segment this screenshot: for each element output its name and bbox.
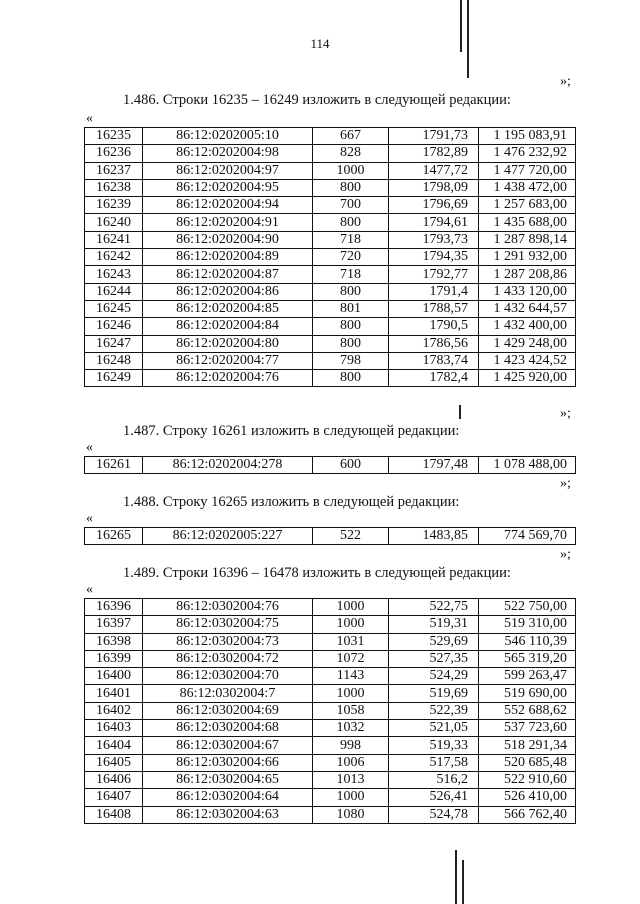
section-heading: 1.487. Строку 16261 изложить в следующей редакции: bbox=[123, 423, 460, 439]
area-cell: 1000 bbox=[313, 616, 389, 633]
table-row bbox=[85, 650, 576, 667]
cadastral-number-cell: 86:12:0202004:77 bbox=[143, 352, 313, 369]
section-heading: 1.488. Строку 16265 изложить в следующей редакции: bbox=[123, 494, 460, 510]
row-number-cell: 16408 bbox=[85, 806, 143, 823]
total-value-cell: 1 432 644,57 bbox=[479, 300, 576, 317]
total-value-cell: 537 723,60 bbox=[479, 720, 576, 737]
area-cell: 718 bbox=[313, 266, 389, 283]
row-number-cell: 16236 bbox=[85, 145, 143, 162]
table-row bbox=[85, 737, 576, 754]
cadastral-number-cell: 86:12:0202004:84 bbox=[143, 318, 313, 335]
cadastral-number-cell: 86:12:0202004:90 bbox=[143, 231, 313, 248]
row-number-cell: 16239 bbox=[85, 197, 143, 214]
cadastral-number-cell: 86:12:0202005:10 bbox=[143, 128, 313, 145]
total-value-cell: 774 569,70 bbox=[479, 528, 576, 545]
data-table bbox=[84, 598, 576, 824]
total-value-cell: 518 291,34 bbox=[479, 737, 576, 754]
total-value-cell: 519 690,00 bbox=[479, 685, 576, 702]
cadastral-number-cell: 86:12:0202004:94 bbox=[143, 197, 313, 214]
total-value-cell: 1 287 208,86 bbox=[479, 266, 576, 283]
cadastral-number-cell: 86:12:0302004:68 bbox=[143, 720, 313, 737]
row-number-cell: 16407 bbox=[85, 789, 143, 806]
table-row bbox=[85, 771, 576, 788]
row-number-cell: 16404 bbox=[85, 737, 143, 754]
row-number-cell: 16398 bbox=[85, 633, 143, 650]
cadastral-number-cell: 86:12:0302004:66 bbox=[143, 754, 313, 771]
total-value-cell: 522 750,00 bbox=[479, 599, 576, 616]
row-number-cell: 16245 bbox=[85, 300, 143, 317]
price-cell: 521,05 bbox=[389, 720, 479, 737]
price-cell: 519,69 bbox=[389, 685, 479, 702]
total-value-cell: 522 910,60 bbox=[479, 771, 576, 788]
scan-binder-mark-bottom-2 bbox=[462, 860, 464, 904]
cadastral-number-cell: 86:12:0302004:65 bbox=[143, 771, 313, 788]
close-quote: »; bbox=[560, 476, 571, 491]
row-number-cell: 16397 bbox=[85, 616, 143, 633]
price-cell: 1794,61 bbox=[389, 214, 479, 231]
area-cell: 700 bbox=[313, 197, 389, 214]
table-row bbox=[85, 457, 576, 474]
section-heading: 1.486. Строки 16235 – 16249 изложить в следующей редакции: bbox=[123, 92, 511, 108]
area-cell: 1006 bbox=[313, 754, 389, 771]
row-number-cell: 16240 bbox=[85, 214, 143, 231]
total-value-cell: 1 476 232,92 bbox=[479, 145, 576, 162]
price-cell: 516,2 bbox=[389, 771, 479, 788]
price-cell: 1796,69 bbox=[389, 197, 479, 214]
total-value-cell: 599 263,47 bbox=[479, 668, 576, 685]
price-cell: 527,35 bbox=[389, 650, 479, 667]
price-cell: 1783,74 bbox=[389, 352, 479, 369]
table-row bbox=[85, 266, 576, 283]
table-row bbox=[85, 249, 576, 266]
price-cell: 1483,85 bbox=[389, 528, 479, 545]
price-cell: 1782,89 bbox=[389, 145, 479, 162]
total-value-cell: 1 423 424,52 bbox=[479, 352, 576, 369]
area-cell: 800 bbox=[313, 214, 389, 231]
section-heading: 1.489. Строки 16396 – 16478 изложить в следующей редакции: bbox=[123, 565, 511, 581]
price-cell: 522,75 bbox=[389, 599, 479, 616]
total-value-cell: 1 291 932,00 bbox=[479, 249, 576, 266]
total-value-cell: 1 425 920,00 bbox=[479, 370, 576, 387]
table-row bbox=[85, 633, 576, 650]
price-cell: 519,33 bbox=[389, 737, 479, 754]
area-cell: 522 bbox=[313, 528, 389, 545]
price-cell: 1794,35 bbox=[389, 249, 479, 266]
cadastral-number-cell: 86:12:0202004:91 bbox=[143, 214, 313, 231]
cadastral-number-cell: 86:12:0202004:98 bbox=[143, 145, 313, 162]
table-row bbox=[85, 128, 576, 145]
cadastral-number-cell: 86:12:0202005:227 bbox=[143, 528, 313, 545]
cadastral-number-cell: 86:12:0302004:70 bbox=[143, 668, 313, 685]
area-cell: 1031 bbox=[313, 633, 389, 650]
area-cell: 828 bbox=[313, 145, 389, 162]
price-cell: 1788,57 bbox=[389, 300, 479, 317]
price-cell: 1797,48 bbox=[389, 457, 479, 474]
area-cell: 600 bbox=[313, 457, 389, 474]
cadastral-number-cell: 86:12:0202004:85 bbox=[143, 300, 313, 317]
area-cell: 1000 bbox=[313, 599, 389, 616]
area-cell: 998 bbox=[313, 737, 389, 754]
cadastral-number-cell: 86:12:0302004:63 bbox=[143, 806, 313, 823]
row-number-cell: 16265 bbox=[85, 528, 143, 545]
cadastral-number-cell: 86:12:0202004:80 bbox=[143, 335, 313, 352]
scan-binder-mark-bottom bbox=[455, 850, 457, 904]
area-cell: 1072 bbox=[313, 650, 389, 667]
row-number-cell: 16247 bbox=[85, 335, 143, 352]
open-quote: « bbox=[86, 440, 93, 455]
data-table bbox=[84, 527, 576, 545]
area-cell: 667 bbox=[313, 128, 389, 145]
row-number-cell: 16242 bbox=[85, 249, 143, 266]
table-row bbox=[85, 352, 576, 369]
row-number-cell: 16244 bbox=[85, 283, 143, 300]
row-number-cell: 16400 bbox=[85, 668, 143, 685]
row-number-cell: 16261 bbox=[85, 457, 143, 474]
price-cell: 1791,73 bbox=[389, 128, 479, 145]
total-value-cell: 1 078 488,00 bbox=[479, 457, 576, 474]
close-quote: »; bbox=[560, 74, 571, 89]
table-row bbox=[85, 702, 576, 719]
scan-binder-mark-mid bbox=[459, 405, 461, 419]
price-cell: 1782,4 bbox=[389, 370, 479, 387]
row-number-cell: 16403 bbox=[85, 720, 143, 737]
close-quote: »; bbox=[560, 547, 571, 562]
area-cell: 800 bbox=[313, 318, 389, 335]
table-row bbox=[85, 685, 576, 702]
table-row bbox=[85, 300, 576, 317]
table-row bbox=[85, 231, 576, 248]
price-cell: 524,78 bbox=[389, 806, 479, 823]
area-cell: 798 bbox=[313, 352, 389, 369]
open-quote: « bbox=[86, 582, 93, 597]
price-cell: 529,69 bbox=[389, 633, 479, 650]
area-cell: 800 bbox=[313, 179, 389, 196]
price-cell: 1477,72 bbox=[389, 162, 479, 179]
price-cell: 522,39 bbox=[389, 702, 479, 719]
table-row bbox=[85, 370, 576, 387]
row-number-cell: 16243 bbox=[85, 266, 143, 283]
data-table bbox=[84, 456, 576, 474]
table-row bbox=[85, 789, 576, 806]
area-cell: 718 bbox=[313, 231, 389, 248]
table-row bbox=[85, 283, 576, 300]
table-row bbox=[85, 197, 576, 214]
table-row bbox=[85, 754, 576, 771]
row-number-cell: 16238 bbox=[85, 179, 143, 196]
page-number: 114 bbox=[310, 36, 330, 51]
total-value-cell: 526 410,00 bbox=[479, 789, 576, 806]
area-cell: 1000 bbox=[313, 789, 389, 806]
row-number-cell: 16405 bbox=[85, 754, 143, 771]
close-quote: »; bbox=[560, 406, 571, 421]
table-row bbox=[85, 528, 576, 545]
area-cell: 720 bbox=[313, 249, 389, 266]
price-cell: 526,41 bbox=[389, 789, 479, 806]
price-cell: 517,58 bbox=[389, 754, 479, 771]
cadastral-number-cell: 86:12:0302004:69 bbox=[143, 702, 313, 719]
table-row bbox=[85, 318, 576, 335]
cadastral-number-cell: 86:12:0302004:64 bbox=[143, 789, 313, 806]
cadastral-number-cell: 86:12:0202004:87 bbox=[143, 266, 313, 283]
area-cell: 1000 bbox=[313, 685, 389, 702]
total-value-cell: 519 310,00 bbox=[479, 616, 576, 633]
row-number-cell: 16401 bbox=[85, 685, 143, 702]
total-value-cell: 1 287 898,14 bbox=[479, 231, 576, 248]
price-cell: 1792,77 bbox=[389, 266, 479, 283]
area-cell: 800 bbox=[313, 335, 389, 352]
cadastral-number-cell: 86:12:0302004:7 bbox=[143, 685, 313, 702]
total-value-cell: 1 433 120,00 bbox=[479, 283, 576, 300]
cadastral-number-cell: 86:12:0202004:95 bbox=[143, 179, 313, 196]
price-cell: 1798,09 bbox=[389, 179, 479, 196]
area-cell: 800 bbox=[313, 370, 389, 387]
area-cell: 1058 bbox=[313, 702, 389, 719]
cadastral-number-cell: 86:12:0202004:278 bbox=[143, 457, 313, 474]
table-row bbox=[85, 806, 576, 823]
row-number-cell: 16241 bbox=[85, 231, 143, 248]
row-number-cell: 16235 bbox=[85, 128, 143, 145]
cadastral-number-cell: 86:12:0302004:73 bbox=[143, 633, 313, 650]
table-row bbox=[85, 214, 576, 231]
table-row bbox=[85, 599, 576, 616]
total-value-cell: 1 477 720,00 bbox=[479, 162, 576, 179]
price-cell: 524,29 bbox=[389, 668, 479, 685]
area-cell: 1032 bbox=[313, 720, 389, 737]
price-cell: 519,31 bbox=[389, 616, 479, 633]
row-number-cell: 16246 bbox=[85, 318, 143, 335]
cadastral-number-cell: 86:12:0302004:76 bbox=[143, 599, 313, 616]
table-row bbox=[85, 179, 576, 196]
row-number-cell: 16248 bbox=[85, 352, 143, 369]
area-cell: 1080 bbox=[313, 806, 389, 823]
total-value-cell: 1 257 683,00 bbox=[479, 197, 576, 214]
area-cell: 1000 bbox=[313, 162, 389, 179]
row-number-cell: 16406 bbox=[85, 771, 143, 788]
total-value-cell: 1 435 688,00 bbox=[479, 214, 576, 231]
open-quote: « bbox=[86, 111, 93, 126]
price-cell: 1786,56 bbox=[389, 335, 479, 352]
cadastral-number-cell: 86:12:0302004:67 bbox=[143, 737, 313, 754]
total-value-cell: 552 688,62 bbox=[479, 702, 576, 719]
total-value-cell: 1 432 400,00 bbox=[479, 318, 576, 335]
table-row bbox=[85, 668, 576, 685]
row-number-cell: 16237 bbox=[85, 162, 143, 179]
total-value-cell: 520 685,48 bbox=[479, 754, 576, 771]
total-value-cell: 1 429 248,00 bbox=[479, 335, 576, 352]
total-value-cell: 1 438 472,00 bbox=[479, 179, 576, 196]
row-number-cell: 16402 bbox=[85, 702, 143, 719]
cadastral-number-cell: 86:12:0302004:75 bbox=[143, 616, 313, 633]
row-number-cell: 16249 bbox=[85, 370, 143, 387]
total-value-cell: 1 195 083,91 bbox=[479, 128, 576, 145]
table-row bbox=[85, 335, 576, 352]
table-row bbox=[85, 145, 576, 162]
price-cell: 1791,4 bbox=[389, 283, 479, 300]
price-cell: 1793,73 bbox=[389, 231, 479, 248]
row-number-cell: 16396 bbox=[85, 599, 143, 616]
table-row bbox=[85, 720, 576, 737]
area-cell: 801 bbox=[313, 300, 389, 317]
total-value-cell: 566 762,40 bbox=[479, 806, 576, 823]
total-value-cell: 546 110,39 bbox=[479, 633, 576, 650]
price-cell: 1790,5 bbox=[389, 318, 479, 335]
row-number-cell: 16399 bbox=[85, 650, 143, 667]
area-cell: 1143 bbox=[313, 668, 389, 685]
cadastral-number-cell: 86:12:0202004:76 bbox=[143, 370, 313, 387]
cadastral-number-cell: 86:12:0202004:86 bbox=[143, 283, 313, 300]
cadastral-number-cell: 86:12:0202004:89 bbox=[143, 249, 313, 266]
open-quote: « bbox=[86, 511, 93, 526]
total-value-cell: 565 319,20 bbox=[479, 650, 576, 667]
cadastral-number-cell: 86:12:0202004:97 bbox=[143, 162, 313, 179]
area-cell: 1013 bbox=[313, 771, 389, 788]
area-cell: 800 bbox=[313, 283, 389, 300]
table-row bbox=[85, 162, 576, 179]
data-table bbox=[84, 127, 576, 387]
table-row bbox=[85, 616, 576, 633]
cadastral-number-cell: 86:12:0302004:72 bbox=[143, 650, 313, 667]
